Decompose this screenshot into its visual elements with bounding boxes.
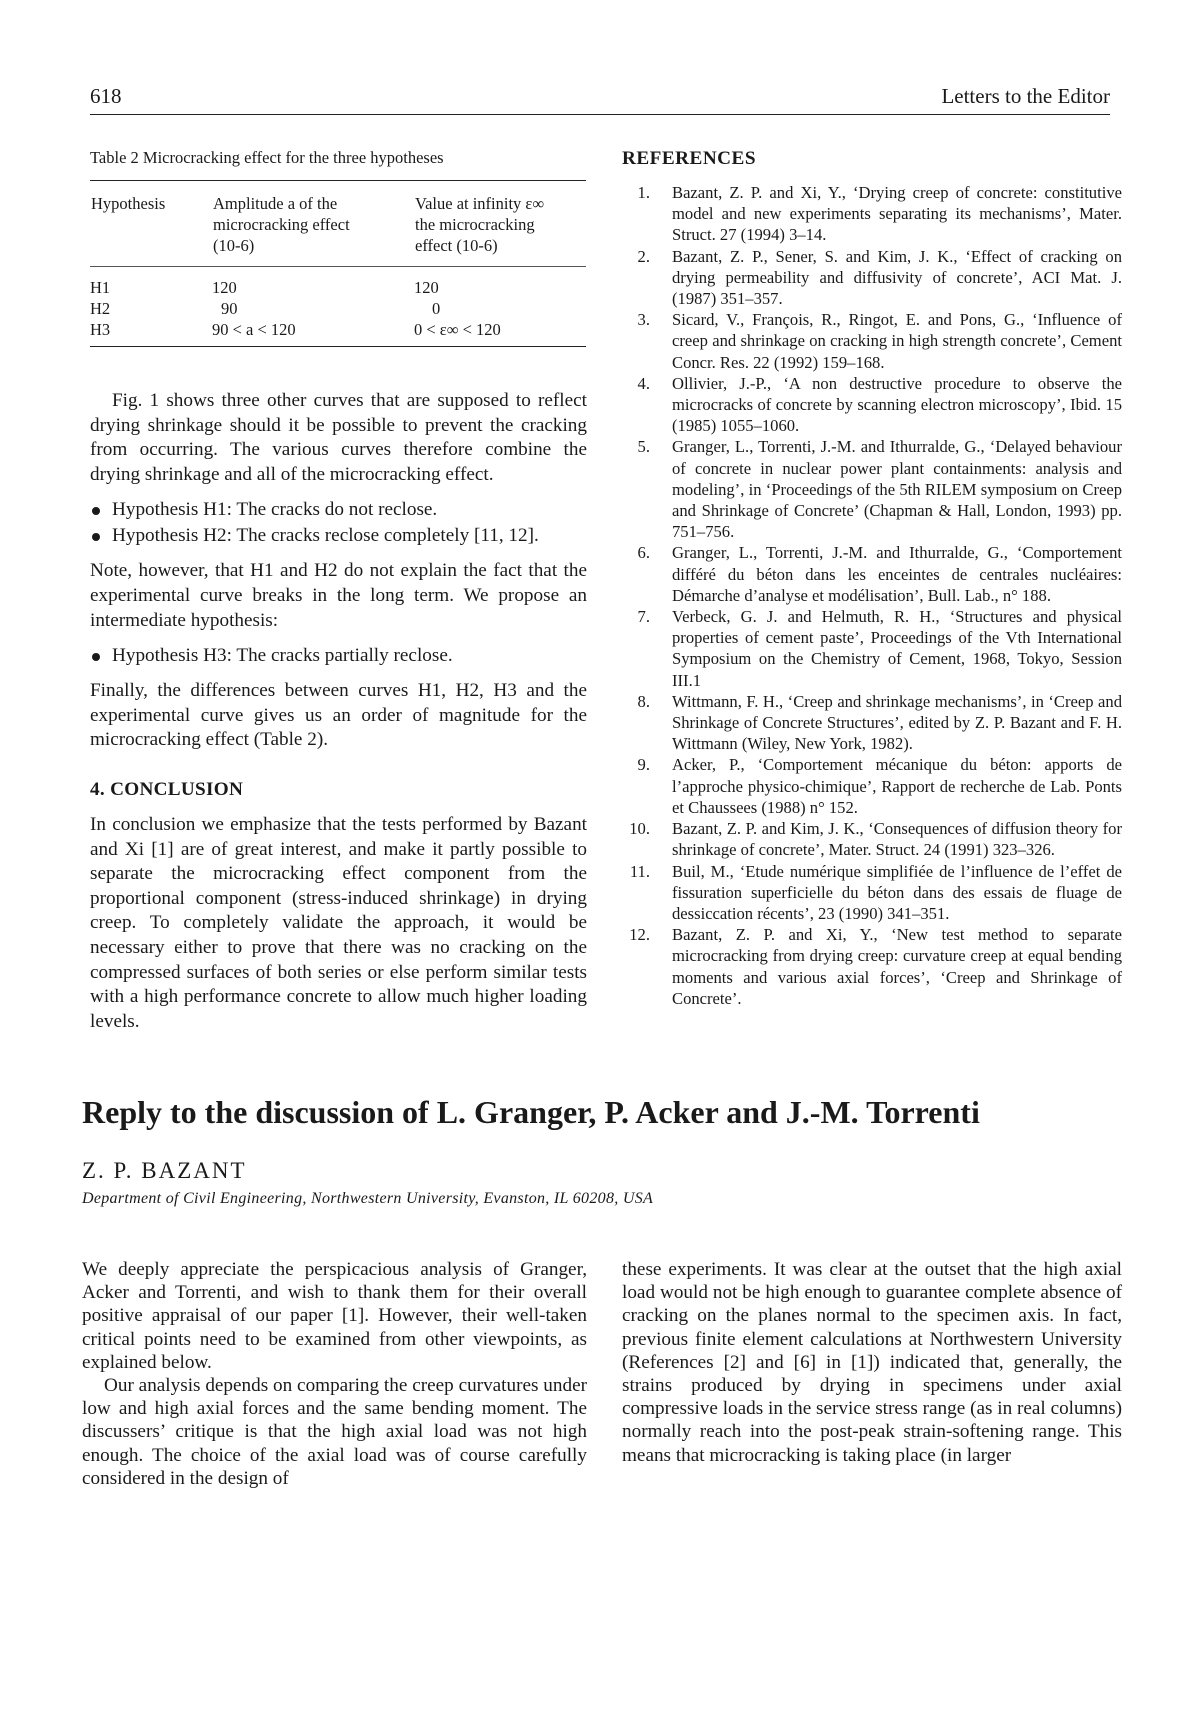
article-author: Z. P. BAZANT bbox=[82, 1158, 247, 1183]
paragraph: Finally, the differences between curves H1, H2, H3 and the experimental curve gives us an order of magnitude for the microcracking effect (Table 2). bbox=[90, 680, 587, 751]
paragraph: Our analysis depends on comparing the creep curvatures under low and high axial forces and the same bending moment. The discussers’ critique is that the high axial load was not high enough. The choice of the axial load was of course carefully considered in the design of bbox=[82, 1375, 587, 1489]
right-column bbox=[622, 148, 1122, 1009]
paragraph: In conclusion we emphasize that the tests performed by Bazant and Xi [1] are of great interest, and make it partly possible to separate the microcracking effect component from the proportional component (stress-induced shrinkage) in drying creep. To completely validate the approach, it would be necessary either to prove that there was no cracking on the compressed surfaces of both series or else perform similar tests with a high performance concrete to allow much higher loading levels. bbox=[90, 813, 587, 1032]
reference-item: 4. Ollivier, J.-P., ‘A non destructive procedure to observe the microcracks of concrete by scanning electron microscopy’, Ibid. 15 (1985) 1055–1060. bbox=[637, 373, 1122, 436]
table-header-cell: Hypothesis bbox=[90, 181, 212, 267]
paragraph: these experiments. It was clear at the outset that the high axial load would not be high enough to guarantee complete absence of cracking on the planes normal to the specimen axis. In fact, previous finite element calculations at Northwestern University (References [2] and [6] in [1]) indicated that, generally, the strains produced by drying in specimens under axial compressive loads in the service stress range (as in real columns) normally reach into the post-peak strain-softening range. This means that microcracking is taking place (in larger bbox=[622, 1259, 1122, 1466]
reference-item: 9. Acker, P., ‘Comportement mécanique du béton: apports de l’approche physico-chimique’, Rapport de recherche de Lab. Ponts et Chaussees (1988) n° 152. bbox=[637, 755, 1122, 817]
table-caption: Table 2 Microcracking effect for the three hypotheses bbox=[90, 148, 444, 167]
reference-item: 5. Granger, L., Torrenti, J.-M. and Ithurralde, G., ‘Delayed behaviour of concrete in nuclear power plant containments: analysis and modeling’, in ‘Proceedings of the 5th RILEM symposium on Creep and Shrinkage of Concrete’ (Chapman & Hall, London, 1993) pp. 751–756. bbox=[637, 437, 1122, 542]
reply-right-column bbox=[622, 1258, 1122, 1467]
section-heading: 4. CONCLUSION bbox=[90, 778, 244, 800]
list-item: Hypothesis H3: The cracks partially reclose. bbox=[90, 643, 587, 669]
reference-item: 10. Bazant, Z. P. and Kim, J. K., ‘Consequences of diffusion theory for shrinkage of concrete’, Mater. Struct. 24 (1991) 323–326. bbox=[629, 819, 1122, 860]
reference-list bbox=[622, 182, 1122, 1009]
left-column bbox=[90, 148, 587, 1034]
table-row bbox=[90, 267, 586, 299]
bullet-icon bbox=[92, 533, 100, 541]
table-cell: 0 bbox=[432, 299, 441, 318]
paragraph: Fig. 1 shows three other curves that are supposed to reflect drying shrinkage should it be possible to prevent the cracking from occurring. The various curves therefore combine the drying shrinkage and all of the microcracking effect. bbox=[90, 390, 587, 485]
references-heading: REFERENCES bbox=[622, 148, 757, 169]
hypothesis-list bbox=[90, 497, 587, 549]
reply-left-column bbox=[82, 1258, 587, 1490]
hypothesis-list bbox=[90, 643, 587, 669]
reference-item: 6. Granger, L., Torrenti, J.-M. and Ithurralde, G., ‘Comportement différé du béton dans les enceintes de centrales nucléaires: Démarche d’analyse et modélisation’, Bull. Lab., n° 188. bbox=[637, 543, 1122, 605]
paragraph: Note, however, that H1 and H2 do not explain the fact that the experimental curve breaks in the long term. We propose an intermediate hypothesis: bbox=[90, 560, 587, 631]
journal-section-title: Letters to the Editor bbox=[941, 84, 1110, 108]
table-cell: 90 bbox=[221, 299, 238, 318]
reference-item: 7. Verbeck, G. J. and Helmuth, R. H., ‘Structures and physical properties of cement paste’, Proceedings of the Vth International Symposium on the Chemistry of Cement, 1968, Tokyo, Session III.1 bbox=[637, 607, 1122, 690]
table-cell: 90 < a < 120 bbox=[212, 319, 414, 347]
table-header-row bbox=[90, 181, 586, 267]
table-header-cell: Amplitude a of the microcracking effect (10-6) bbox=[212, 181, 414, 267]
table-cell: H1 bbox=[90, 278, 111, 297]
table-header-cell: Value at infinity ε∞ the microcracking effect (10-6) bbox=[414, 181, 586, 267]
table-row bbox=[90, 319, 586, 347]
table-cell: H3 bbox=[90, 319, 212, 347]
reference-item: 12. Bazant, Z. P. and Xi, Y., ‘New test method to separate microcracking from drying creep: curvature creep at equal bending moments and various axial forces’, ‘Creep and Shrinkage of Concrete’. bbox=[629, 925, 1122, 1008]
table-cell: H2 bbox=[90, 299, 111, 318]
table-cell: 120 bbox=[414, 278, 439, 297]
list-item: Hypothesis H2: The cracks reclose completely [11, 12]. bbox=[90, 523, 587, 549]
reference-item: 11. Buil, M., ‘Etude numérique simplifiée de l’influence de l’effet de fissuration superficielle du béton dans des essais de fluage de dessiccation récents’, 23 (1990) 341–351. bbox=[629, 861, 1122, 923]
running-head bbox=[90, 84, 1110, 115]
bullet-icon bbox=[92, 653, 100, 661]
reference-item: 1. Bazant, Z. P. and Xi, Y., ‘Drying creep of concrete: constitutive model and new experiments separating its mechanisms’, Mater. Struct. 27 (1994) 3–14. bbox=[637, 183, 1122, 245]
reference-item: 2. Bazant, Z. P., Sener, S. and Kim, J. K., ‘Effect of cracking on drying permeability and diffusivity of concrete’, ACI Mat. J. (1987) 351–357. bbox=[637, 246, 1122, 309]
table-row bbox=[90, 298, 586, 319]
reference-item: 3. Sicard, V., François, R., Ringot, E. and Pons, G., ‘Influence of creep and shrinkage on cracking in high strength concrete’, Cement Concr. Res. 22 (1992) 159–168. bbox=[637, 310, 1122, 372]
table-cell: 0 < ε∞ < 120 bbox=[414, 319, 586, 347]
microcracking-table bbox=[90, 180, 586, 347]
article-title: Reply to the discussion of L. Granger, P. Acker and J.-M. Torrenti bbox=[82, 1094, 980, 1130]
table-cell: 120 bbox=[212, 278, 237, 297]
page-number: 618 bbox=[90, 84, 122, 108]
author-affiliation: Department of Civil Engineering, Northwestern University, Evanston, IL 60208, USA bbox=[82, 1190, 654, 1207]
reference-item: 8. Wittmann, F. H., ‘Creep and shrinkage mechanisms’, in ‘Creep and Shrinkage of Concrete Structures’, edited by Z. P. Bazant and F. H. Wittmann (Wiley, New York, 1982). bbox=[637, 691, 1122, 754]
paragraph: We deeply appreciate the perspicacious analysis of Granger, Acker and Torrenti, and wish to thank them for their overall positive appraisal of our paper [1]. However, their well-taken critical points need to be examined from other viewpoints, as explained below. bbox=[82, 1259, 587, 1373]
list-item: Hypothesis H1: The cracks do not reclose. bbox=[90, 497, 587, 523]
bullet-icon bbox=[92, 507, 100, 515]
